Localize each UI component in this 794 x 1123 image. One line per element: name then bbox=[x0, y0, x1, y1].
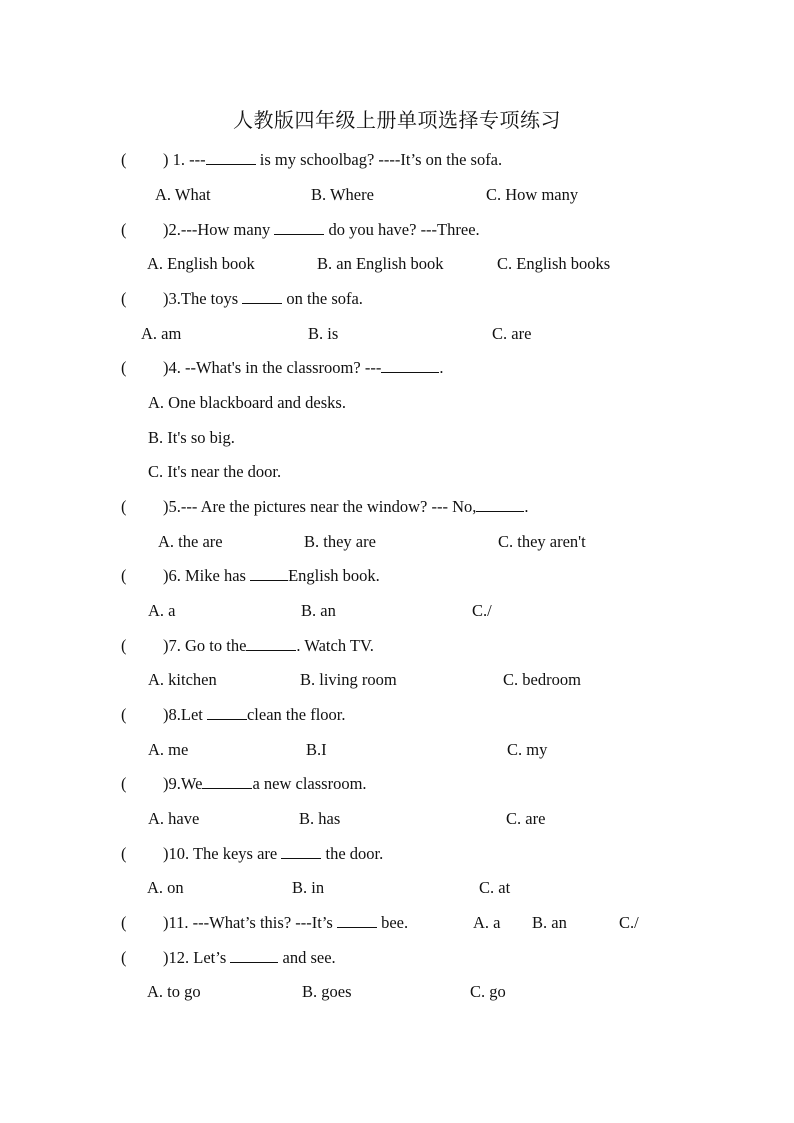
question-stem: )8.Let clean the floor. bbox=[163, 705, 346, 724]
option-b: B.I bbox=[306, 740, 327, 759]
option-c: C./ bbox=[619, 913, 639, 932]
option-c: C. bedroom bbox=[503, 670, 581, 689]
option-c: C. they aren't bbox=[498, 532, 586, 551]
option-c: C. How many bbox=[486, 185, 579, 204]
question-stem: )5.--- Are the pictures near the window? --- No, . bbox=[163, 497, 529, 516]
option-b: B. Where bbox=[311, 185, 374, 204]
option-b: B. living room bbox=[300, 670, 397, 689]
option-a: A. What bbox=[155, 185, 211, 204]
option-c: C. English books bbox=[497, 254, 611, 273]
answer-paren: ( bbox=[121, 948, 127, 967]
option-c: C. at bbox=[479, 878, 511, 897]
option-b: B. goes bbox=[302, 982, 352, 1001]
question-stem: )12. Let’s and see. bbox=[163, 948, 336, 967]
answer-paren: ( bbox=[121, 358, 127, 377]
option-c: C. are bbox=[492, 324, 532, 343]
answer-paren: ( bbox=[121, 844, 127, 863]
question-stem: )3.The toys on the sofa. bbox=[163, 289, 363, 308]
answer-blank bbox=[206, 150, 256, 165]
option-a: A. on bbox=[147, 878, 184, 897]
answer-blank bbox=[337, 913, 377, 928]
page-title: 人教版四年级上册单项选择专项练习 bbox=[233, 108, 561, 132]
answer-blank bbox=[381, 358, 439, 373]
option-b: B. in bbox=[292, 878, 325, 897]
answer-paren: ( bbox=[121, 566, 127, 585]
option-c: C. go bbox=[470, 982, 506, 1001]
answer-paren: ( bbox=[121, 774, 127, 793]
option-a: A. the are bbox=[158, 532, 223, 551]
option-a: A. a bbox=[473, 913, 501, 932]
option-b: B. It's so big. bbox=[148, 428, 235, 447]
answer-blank bbox=[230, 948, 278, 963]
option-a: A. to go bbox=[147, 982, 201, 1001]
option-b: B. they are bbox=[304, 532, 376, 551]
answer-paren: ( bbox=[121, 220, 127, 239]
question-stem: )2.---How many do you have? ---Three. bbox=[163, 220, 480, 239]
option-a: A. kitchen bbox=[148, 670, 217, 689]
answer-blank bbox=[207, 705, 247, 720]
option-c: C. are bbox=[506, 809, 546, 828]
answer-blank bbox=[250, 566, 288, 581]
answer-paren: ( bbox=[121, 150, 127, 169]
option-c: C. It's near the door. bbox=[148, 462, 282, 481]
answer-paren: ( bbox=[121, 636, 127, 655]
answer-paren: ( bbox=[121, 705, 127, 724]
question-stem: )4. --What's in the classroom? --- . bbox=[163, 358, 444, 377]
answer-blank bbox=[476, 497, 524, 512]
option-b: B. an English book bbox=[317, 254, 444, 273]
option-b: B. has bbox=[299, 809, 341, 828]
answer-paren: ( bbox=[121, 497, 127, 516]
answer-blank bbox=[281, 844, 321, 859]
option-a: A. a bbox=[148, 601, 176, 620]
question-stem: )11. ---What’s this? ---It’s bee. bbox=[163, 913, 409, 932]
question-stem: )7. Go to the . Watch TV. bbox=[163, 636, 374, 655]
answer-blank bbox=[274, 220, 324, 235]
answer-paren: ( bbox=[121, 289, 127, 308]
answer-blank bbox=[202, 774, 252, 789]
option-b: B. an bbox=[301, 601, 336, 620]
question-stem: )9.We a new classroom. bbox=[163, 774, 367, 793]
option-b: B. an bbox=[532, 913, 567, 932]
option-b: B. is bbox=[308, 324, 339, 343]
option-a: A. am bbox=[141, 324, 182, 343]
option-a: A. have bbox=[148, 809, 200, 828]
answer-blank bbox=[246, 636, 296, 651]
question-stem: )10. The keys are the door. bbox=[163, 844, 384, 863]
question-stem: ) 1. --- is my schoolbag? ----It’s on the sofa. bbox=[163, 150, 503, 169]
option-c: C. my bbox=[507, 740, 548, 759]
question-stem: )6. Mike has English book. bbox=[163, 566, 380, 585]
answer-blank bbox=[242, 289, 282, 304]
option-a: A. me bbox=[148, 740, 189, 759]
option-a: A. English book bbox=[147, 254, 255, 273]
option-c: C./ bbox=[472, 601, 492, 620]
answer-paren: ( bbox=[121, 913, 127, 932]
option-a: A. One blackboard and desks. bbox=[148, 393, 346, 412]
